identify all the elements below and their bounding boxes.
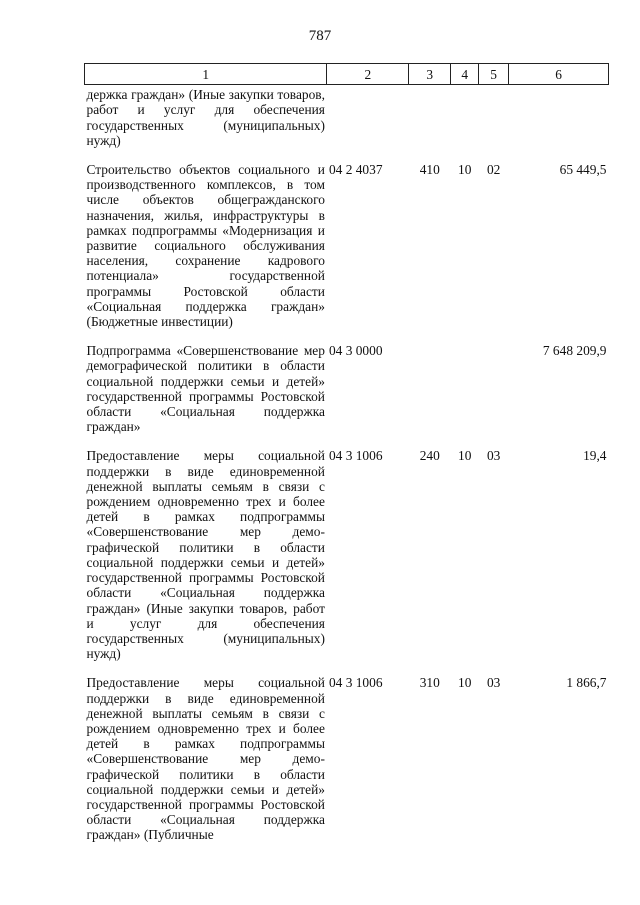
row-subsection <box>479 85 509 162</box>
row-target-code: 04 3 1006 <box>328 448 383 464</box>
row-subsection: 03 <box>486 448 501 464</box>
row-description: Строительство объектов социального и производственного комплексов, в том числе объектов общегражданского назначения, жилья, инфраструктуры в рамках подпрограммы «Модернизация и развитие социального обслуживания населения, сохранение кадрового потенциала» государственной программы Ростовской области «Социальная поддержка граждан» (Бюджетные инвестиции) <box>86 162 325 330</box>
page-number: 787 <box>308 28 332 44</box>
header-row <box>85 64 609 85</box>
header-col-2: 2 <box>327 64 409 85</box>
row-amount: 7 648 209,9 <box>542 343 607 359</box>
header-col-3: 3 <box>409 64 451 85</box>
row-amount: 65 449,5 <box>559 162 607 178</box>
row-target-code: 04 3 1006 <box>328 675 383 691</box>
row-expense-type: 240 <box>419 448 440 464</box>
table-row <box>85 448 609 675</box>
row-section: 10 <box>458 162 472 178</box>
header-col-1: 1 <box>85 64 327 85</box>
header-col-6: 6 <box>509 64 609 85</box>
row-subsection: 03 <box>486 675 501 691</box>
table-header <box>85 64 609 85</box>
row-description: Подпрограмма «Совершенствование мер демографической политики в области социальной поддержки семьи и детей» государственной программы Ростовской области «Социальная поддержка граждан» <box>86 343 325 435</box>
row-amount: 1 866,7 <box>566 675 607 691</box>
table-row <box>85 343 609 448</box>
row-description: Предоставление меры социальной поддержки в виде единовременной денежной выплаты семьям в связи с рождением одновременно трех и более детей в рамках подпрограммы «Совершенствование мер демографической политики в области социальной поддержки семьи и детей» государственной программы Ростовской области «Социальная поддержка граждан» (Иные закупки товаров, работ и услуг для обеспечения государственных (муниципальных) нужд) <box>86 448 325 662</box>
header-col-5: 5 <box>479 64 509 85</box>
row-section <box>451 343 479 448</box>
row-target-code <box>327 85 409 162</box>
row-subsection <box>479 343 509 448</box>
header-col-4: 4 <box>451 64 479 85</box>
row-target-code: 04 2 4037 <box>328 162 383 178</box>
table-body <box>85 85 609 843</box>
row-amount: 19,4 <box>583 448 607 464</box>
row-amount <box>509 85 609 162</box>
row-description: Предоставление меры социальной поддержки в виде единовременной денежной выплаты семьям в связи с рождением одновременно трех и более детей в рамках подпрограммы «Совершенствование мер демографической политики в области социальной поддержки семьи и детей» государственной программы Ростовской области «Социальная поддержка граждан» (Публичные <box>86 675 325 843</box>
table-row <box>85 675 609 842</box>
row-expense-type <box>409 343 451 448</box>
row-expense-type: 410 <box>419 162 440 178</box>
row-section: 10 <box>458 448 472 464</box>
row-section: 10 <box>458 675 472 691</box>
row-expense-type: 310 <box>419 675 440 691</box>
row-description: держка граждан» (Иные закупки товаров, работ и услуг для обеспечения государственных (муниципальных) нужд) <box>86 87 325 148</box>
row-section <box>451 85 479 162</box>
row-expense-type <box>409 85 451 162</box>
table-row <box>85 85 609 162</box>
row-subsection: 02 <box>486 162 501 178</box>
row-target-code: 04 3 0000 <box>328 343 383 359</box>
table-row <box>85 162 609 343</box>
budget-table <box>84 63 609 843</box>
